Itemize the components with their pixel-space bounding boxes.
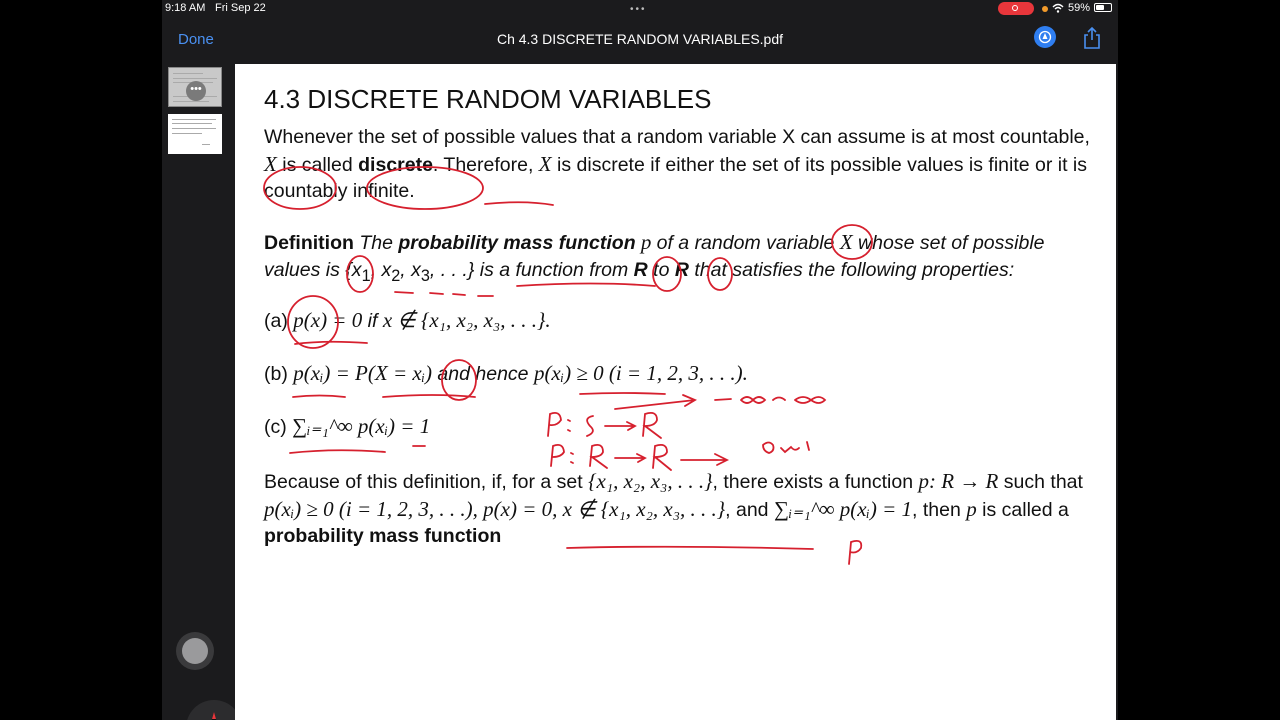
term-pmf: probability mass function xyxy=(398,232,636,254)
ink-arrow-b xyxy=(615,395,695,409)
intro-text-1: Whenever the set of possible values that a random variable X can assume is at most countable, xyxy=(264,126,1090,148)
math-expression: ∑ᵢ₌₁^∞ p(xᵢ) = 1 xyxy=(292,414,431,438)
math-X: X xyxy=(264,151,277,176)
definition-text: that satisfies the following properties: xyxy=(688,258,1015,281)
ink-note-0-1 xyxy=(763,442,809,453)
definition-paragraph: Definition The probability mass function p of a random variable X whose set of possible values is {$x_1$, $x_2$, $x_3$, . . .} is a function from R to R that satisfies the following properties: xyxy=(264,230,1045,285)
document-title: Ch 4.3 DISCRETE RANDOM VARIABLES.pdf xyxy=(496,31,784,47)
status-time: 9:18 AM xyxy=(165,2,206,14)
property-text: and hence xyxy=(432,363,534,385)
math-expression: ∑ᵢ₌₁^∞ p(xᵢ) = 1 xyxy=(773,496,913,521)
ink-dashes xyxy=(395,292,493,296)
intro-paragraph xyxy=(264,124,1094,205)
term-pmf: probability mass function xyxy=(264,525,502,547)
property-a xyxy=(264,308,551,333)
math-expression: p(xᵢ) ≥ 0 (i = 1, 2, 3, . . .). xyxy=(533,361,748,385)
math-expression: {x₁, x₂, x₃, . . .} xyxy=(588,469,713,493)
definition-label: Definition xyxy=(264,232,354,254)
page-thumbnail-sidebar xyxy=(162,64,234,720)
multitasking-dots-icon[interactable]: ••• xyxy=(630,4,647,15)
definition-text: whose set of possible values is {x xyxy=(264,232,1045,281)
definition-text: to xyxy=(647,258,675,281)
ink-note-infty xyxy=(715,397,825,403)
intro-text-3: . Therefore, xyxy=(432,153,539,176)
term-discrete: discrete xyxy=(358,153,433,176)
share-icon[interactable] xyxy=(1082,26,1102,50)
markup-icon[interactable] xyxy=(1034,26,1056,48)
done-button[interactable]: Done xyxy=(178,31,214,48)
page-thumbnail-1[interactable] xyxy=(168,67,222,107)
markup-toolbar-button[interactable] xyxy=(186,700,242,720)
math-p: p xyxy=(635,230,657,254)
math-expression: p(xᵢ) ≥ 0 (i = 1, 2, 3, . . .), p(x) = 0, x ∉ {x₁, x₂, x₃, . . .} xyxy=(264,496,726,521)
intro-text-2: is called xyxy=(276,153,359,176)
property-b xyxy=(264,361,748,386)
ink-underline-b2 xyxy=(383,395,475,397)
pdf-page xyxy=(235,64,1116,720)
definition-text: of a random variable xyxy=(656,232,840,254)
definition-text: , x xyxy=(370,258,392,281)
property-c xyxy=(264,414,430,439)
definition-text: , x xyxy=(400,258,421,281)
math-expression: p(x) = 0 xyxy=(293,308,363,332)
ink-underline-b3 xyxy=(580,393,665,394)
ink-note-ps xyxy=(548,413,661,438)
conclusion-text: , there exists a function xyxy=(712,471,919,493)
ink-underline-c xyxy=(290,446,425,453)
conclusion-text: Because of this definition, if, for a set xyxy=(264,471,589,493)
conclusion-text: such that xyxy=(998,471,1083,493)
math-expression: p(xᵢ) = P(X = xᵢ) xyxy=(293,361,433,385)
math-X: X xyxy=(839,230,853,254)
math-expression: p: R → R xyxy=(918,469,999,493)
property-text: if xyxy=(362,310,383,332)
math-p: p xyxy=(966,496,977,521)
property-label: (b) xyxy=(264,363,294,385)
conclusion-paragraph xyxy=(264,468,1094,550)
definition-text: The xyxy=(353,232,399,254)
ink-underline-b1 xyxy=(293,396,345,398)
intro-text-4: is discrete if either the set of its possible values is finite or it is countably infinite. xyxy=(264,153,1088,202)
math-X: X xyxy=(538,151,552,176)
assistive-touch-button[interactable] xyxy=(176,632,214,670)
conclusion-text: , then xyxy=(912,498,967,521)
conclusion-text: is called a xyxy=(976,498,1069,521)
page-thumbnail-2[interactable] xyxy=(168,114,222,154)
battery-percent: 59% xyxy=(1068,2,1091,14)
screen-recording-icon[interactable] xyxy=(998,2,1034,15)
math-R: R xyxy=(633,258,648,281)
ipad-screen xyxy=(162,0,1118,720)
navigation-bar xyxy=(162,18,1118,64)
status-bar xyxy=(162,0,1118,18)
more-icon[interactable]: ••• xyxy=(186,81,206,101)
conclusion-text: , and xyxy=(725,498,774,521)
mic-indicator-icon xyxy=(1042,6,1048,12)
ink-underline-a xyxy=(295,342,367,344)
wifi-icon xyxy=(1052,3,1064,13)
status-date: Fri Sep 22 xyxy=(215,2,266,14)
page-title: 4.3 DISCRETE RANDOM VARIABLES xyxy=(264,84,712,114)
property-label: (c) xyxy=(264,416,293,438)
pencil-icon xyxy=(206,710,222,720)
math-R: R xyxy=(674,258,689,281)
battery-icon xyxy=(1094,3,1112,12)
ink-note-pr xyxy=(551,445,727,470)
definition-text: , . . .} is a function from xyxy=(429,258,634,281)
math-expression: x ∉ {x₁, x₂, x₃, . . .}. xyxy=(382,308,551,332)
property-label: (a) xyxy=(264,310,294,332)
